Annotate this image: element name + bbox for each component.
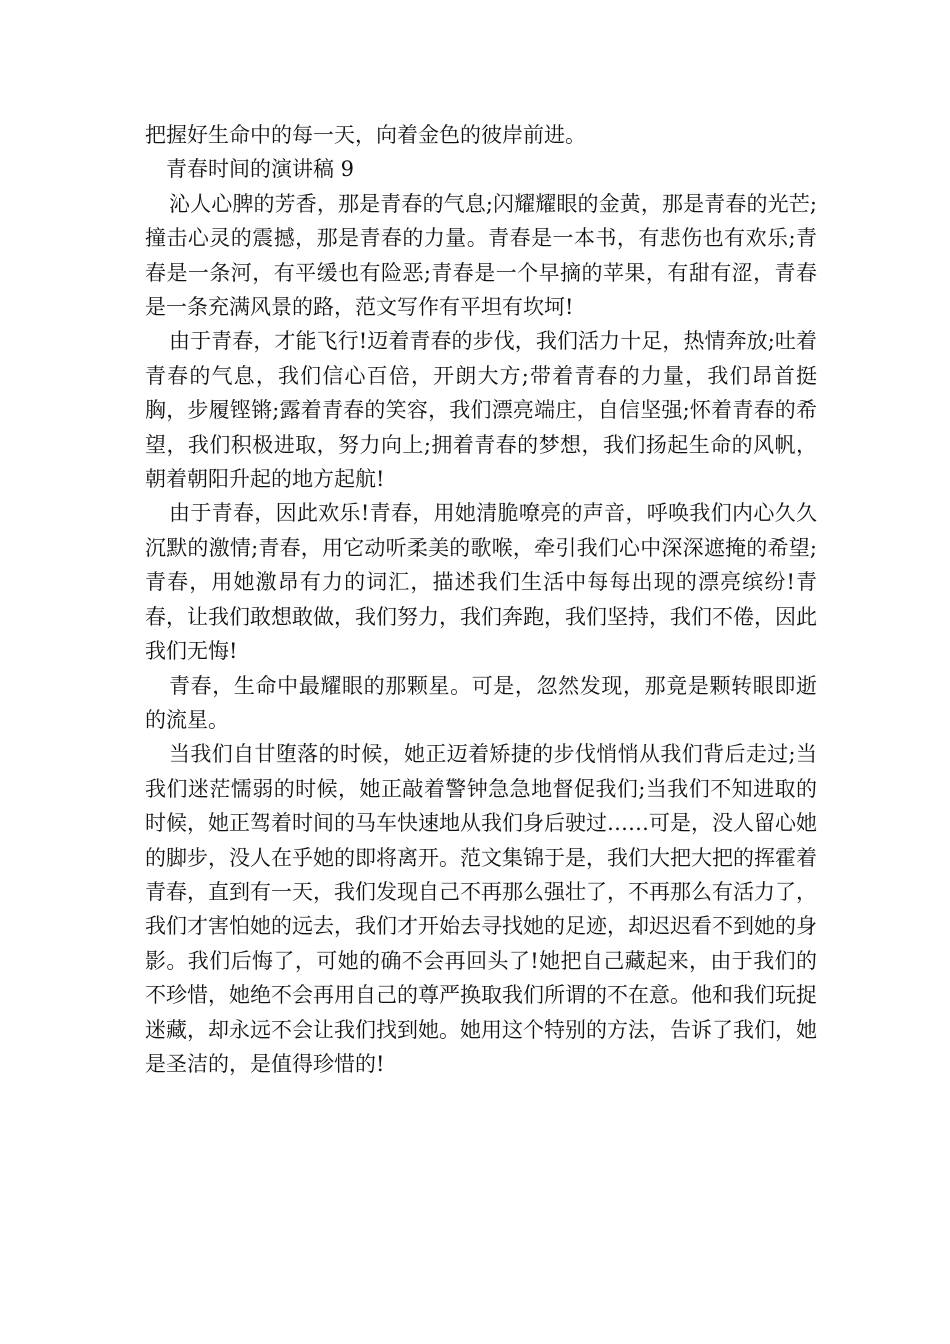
paragraph-4: 青春，生命中最耀眼的那颗星。可是，忽然发现，那竟是颗转眼即逝的流星。 xyxy=(145,673,817,732)
section-heading: 青春时间的演讲稿 9 xyxy=(166,157,355,182)
paragraph-2: 由于青春，才能飞行!迈着青春的步伐，我们活力十足，热情奔放;吐着青春的气息，我们信心百倍，开朗大方;带着青春的力量，我们昂首挺胸，步履铿锵;露着青春的笑容，我们漂亮端庄，自信坚强;怀着青春的希望，我们积极进取，努力向上;拥着青春的梦想，我们扬起生命的风帆，朝着朝阳升起的地方起航! xyxy=(145,329,817,492)
paragraph-1: 沁人心脾的芳香，那是青春的气息;闪耀耀眼的金黄，那是青春的光芒;撞击心灵的震撼，那是青春的力量。青春是一本书，有悲伤也有欢乐;青春是一条河，有平缓也有险恶;青春是一个早摘的苹果，有甜有涩，青春是一条充满风景的路，范文写作有平坦有坎坷! xyxy=(145,191,817,320)
document-page xyxy=(145,118,817,1081)
paragraph-5: 当我们自甘堕落的时候，她正迈着矫捷的步伐悄悄从我们背后走过;当我们迷茫懦弱的时候，她正敲着警钟急急地督促我们;当我们不知进取的时候，她正驾着时间的马车快速地从我们身后驶过……可是，没人留心她的脚步，没人在乎她的即将离开。范文集锦于是，我们大把大把的挥霍着青春，直到有一天，我们发现自己不再那么强壮了，不再那么有活力了，我们才害怕她的远去，我们才开始去寻找她的足迹，却迟迟看不到她的身影。我们后悔了，可她的确不会再回头了!她把自己藏起来，由于我们的不珍惜，她绝不会再用自己的尊严换取我们所谓的不在意。他和我们玩捉迷藏，却永远不会让我们找到她。她用这个特别的方法，告诉了我们，她是圣洁的，是值得珍惜的! xyxy=(145,742,817,1076)
paragraph-3: 由于青春，因此欢乐!青春，用她清脆嘹亮的声音，呼唤我们内心久久沉默的激情;青春，用它动听柔美的歌喉，牵引我们心中深深遮掩的希望;青春，用她激昂有力的词汇，描述我们生活中每每出现的漂亮缤纷!青春，让我们敢想敢做，我们努力，我们奔跑，我们坚持，我们不倦，因此我们无悔! xyxy=(145,501,817,664)
lead-line: 把握好生命中的每一天，向着金色的彼岸前进。 xyxy=(145,123,586,147)
